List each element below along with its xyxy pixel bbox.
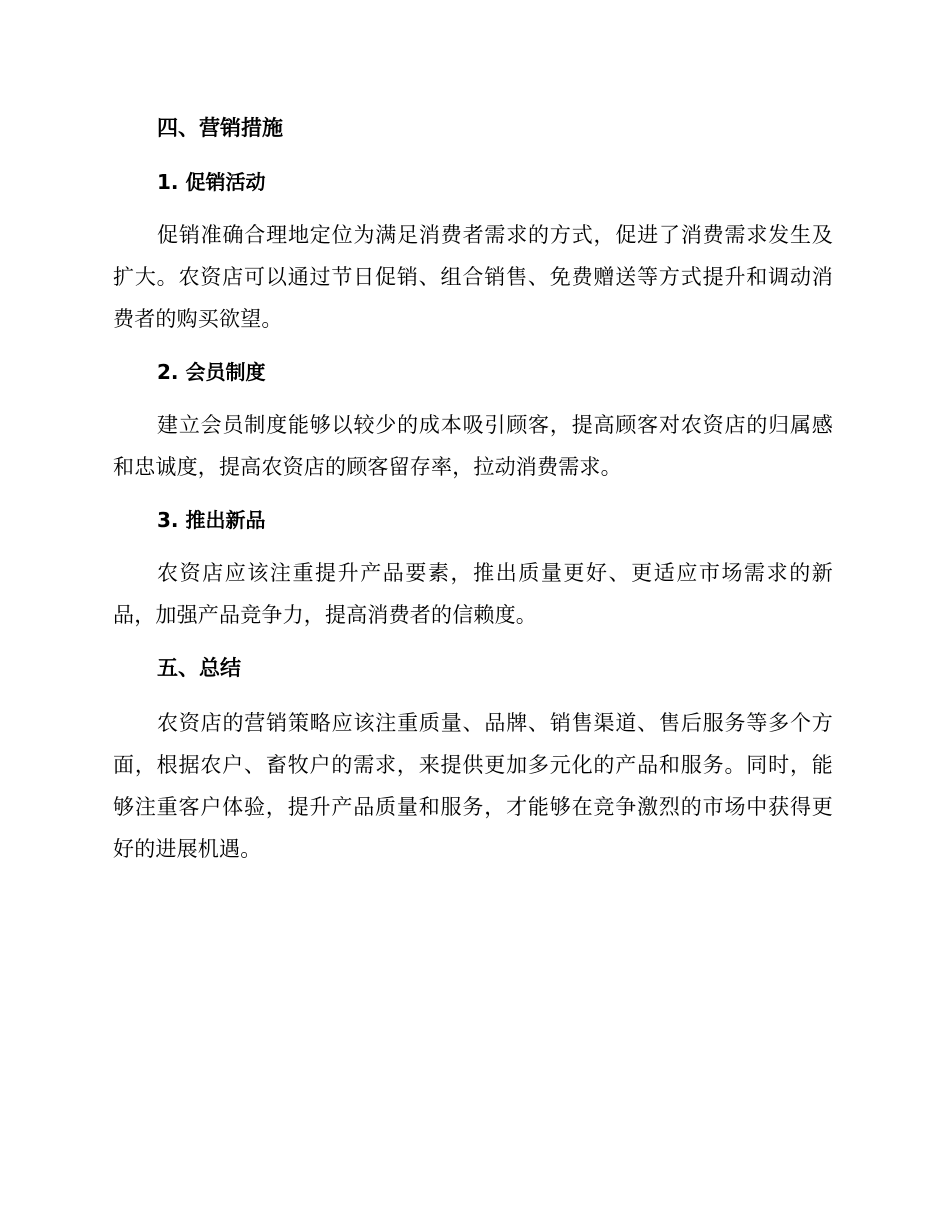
- paragraph-membership: 建立会员制度能够以较少的成本吸引顾客，提高顾客对农资店的归属感和忠诚度，提高农资店的顾客留存率，拉动消费需求。: [113, 413, 833, 479]
- subheading-promotion: 1. 促销活动: [157, 170, 266, 194]
- subheading-new-products: 3. 推出新品: [157, 508, 266, 532]
- section-heading-marketing-measures: 四、营销措施: [157, 116, 283, 140]
- paragraph-promotion: 促销准确合理地定位为满足消费者需求的方式，促进了消费需求发生及扩大。农资店可以通过节日促销、组合销售、免费赠送等方式提升和调动消费者的购买欲望。: [113, 223, 833, 331]
- section-heading-summary: 五、总结: [157, 656, 241, 680]
- paragraph-summary: 农资店的营销策略应该注重质量、品牌、销售渠道、售后服务等多个方面，根据农户、畜牧户的需求，来提供更加多元化的产品和服务。同时，能够注重客户体验，提升产品质量和服务，才能够在竞争激烈的市场中获得更好的进展机遇。: [113, 711, 833, 861]
- paragraph-new-products: 农资店应该注重提升产品要素，推出质量更好、更适应市场需求的新品，加强产品竞争力，提高消费者的信赖度。: [113, 561, 833, 627]
- subheading-membership: 2. 会员制度: [157, 360, 266, 384]
- document-body: [113, 108, 833, 882]
